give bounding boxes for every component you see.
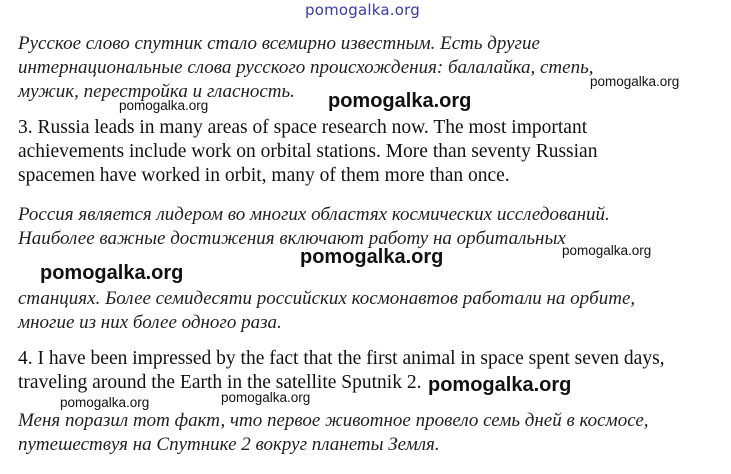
p3-en-line-1: 3. Russia leads in many areas of space research now. The most important — [18, 117, 588, 138]
p2-ru-line-3: мужик, перестройка и гласность. — [18, 81, 295, 102]
p4-ru-line-2: путешествуя на Спутнике 2 вокруг планеты Земля. — [18, 434, 440, 455]
p2-ru-line-2: интернациональные слова русского происхождения: балалайка, степь, — [18, 57, 594, 78]
p3-ru-line-2: Наиболее важные достижения включают работу на орбитальных — [18, 228, 566, 249]
watermark-2: pomogalka.org — [119, 98, 209, 113]
watermark-5: pomogalka.org — [300, 246, 444, 268]
p3-ru-line-3: станциях. Более семидесяти российских космонавтов работали на орбите, — [18, 288, 636, 309]
p3-en-line-3: spacemen have worked in orbit, many of them more than once. — [18, 165, 510, 186]
watermark-1: pomogalka.org — [590, 74, 680, 89]
p2-ru-line-1: Русское слово спутник стало всемирно известным. Есть другие — [18, 33, 540, 54]
watermark-6: pomogalka.org — [40, 262, 184, 284]
p3-ru-line-4: многие из них более одного раза. — [18, 312, 282, 333]
p3-en-line-2: achievements include work on orbital stations. More than seventy Russian — [18, 141, 598, 162]
watermark-7: pomogalka.org — [428, 374, 572, 396]
watermark-4: pomogalka.org — [562, 243, 652, 258]
p4-en-line-1: 4. I have been impressed by the fact that the first animal in space spent seven days, — [18, 348, 665, 369]
header-watermark: pomogalka.org — [305, 1, 420, 19]
watermark-3: pomogalka.org — [328, 90, 472, 112]
watermark-9: pomogalka.org — [221, 390, 311, 405]
p4-ru-line-1: Меня поразил тот факт, что первое животное провело семь дней в космосе, — [18, 410, 649, 431]
watermark-8: pomogalka.org — [60, 395, 150, 410]
p4-en-line-2: traveling around the Earth in the satellite Sputnik 2. — [18, 372, 422, 393]
p3-ru-line-1: Россия является лидером во многих областях космических исследований. — [18, 204, 610, 225]
